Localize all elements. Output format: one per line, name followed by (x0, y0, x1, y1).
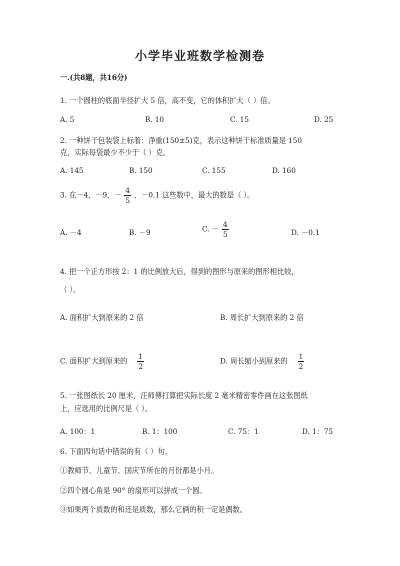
q4-option-b: B. 周长扩大到原来的 2 倍 (220, 313, 304, 322)
q5-option-b: B. 1：100 (142, 427, 178, 436)
q6-statement-1: ①教师节、儿童节、国庆节所在的月份都是小月。 (60, 466, 219, 475)
q3-option-c (202, 220, 232, 239)
q4-option-d-fraction (298, 352, 305, 371)
q3-stem-end: ，－0.1 这些数中，最大的数是（ ）。 (134, 190, 255, 200)
question-5-line-2: 上，应选用的比例尺是（ ）。 (60, 404, 153, 413)
q2-option-b: B. 150 (129, 166, 153, 175)
q1-option-c: C. 15 (230, 115, 249, 124)
q6-statement-2: ②四个圆心角是 90° 的扇形可以拼成一个圆。 (60, 486, 207, 495)
q5-option-d: D. 1：75 (302, 427, 333, 436)
q1-option-b: B. 10 (145, 115, 164, 124)
q2-option-a: A. 145 (60, 166, 84, 175)
question-2-line-2: 克，实际每袋最少不少于（ ）克。 (60, 148, 171, 157)
q4-option-c-label: C. 面积扩大到原来的 (60, 356, 128, 366)
q4-c-numerator: 1 (138, 352, 143, 361)
q2-option-c: C. 155 (202, 166, 226, 175)
q1-option-d: D. 25 (314, 115, 334, 124)
question-5-line-1: 5. 一张图纸长 20 厘米，汪师傅打算把实际长度 2 毫米精密零件画在这张图纸 (60, 391, 308, 400)
question-3 (60, 186, 254, 205)
q3-c-numerator: 4 (223, 220, 228, 229)
q3-option-c-label: C. － (202, 224, 219, 234)
q5-option-c: C. 75：1 (228, 427, 259, 436)
page-title: 小学毕业班数学检测卷 (134, 49, 265, 63)
q1-option-a: A. 5 (60, 115, 75, 124)
question-6: 6. 下面四句话中错误的有（ ）句。 (60, 447, 173, 456)
question-4-line-2: （ ）。 (60, 285, 81, 294)
question-2-line-1: 2. 一种饼干包装袋上标着：净重(150±5)克，表示这种饼干标准质量是 150 (60, 136, 302, 145)
q3-option-b: B. －9 (129, 228, 151, 237)
q4-option-a: A. 面积扩大到原来的 2 倍 (60, 313, 144, 322)
q3-fraction-denominator: 5 (125, 196, 130, 205)
q2-option-d: D. 160 (272, 166, 296, 175)
q4-option-d (220, 352, 307, 371)
q4-option-d-label: D. 周长缩小到原来的 (220, 356, 288, 366)
q3-option-a: A. －4 (60, 228, 82, 237)
q5-option-a: A. 100：1 (60, 427, 96, 436)
q4-c-denominator: 2 (138, 362, 143, 371)
q3-fraction-numerator: 4 (125, 186, 130, 195)
q6-statement-3: ③如果两个质数的和还是质数，那么它俩的积一定是偶数。 (60, 505, 247, 514)
section-header: 一.(共8题，共16分) (60, 73, 128, 82)
q3-fraction (124, 186, 131, 205)
q3-stem-start: 3. 在－4，－9，－ (60, 190, 122, 200)
q3-c-denominator: 5 (223, 230, 228, 239)
q4-d-numerator: 1 (298, 352, 304, 361)
question-4-line-1: 4. 把一个正方形按 2：1 的比例放大后，得到的图形与原来的图形相比较， (60, 267, 299, 276)
q4-option-c (60, 352, 147, 371)
q4-option-c-fraction (137, 352, 144, 371)
q3-option-d: D. －0.1 (291, 228, 320, 237)
q4-d-denominator: 2 (298, 362, 304, 371)
q3-option-c-fraction (222, 220, 229, 239)
question-1: 1. 一个圆柱的底面半径扩大 5 倍，高不变，它的体积扩大（ ）倍。 (60, 96, 275, 105)
